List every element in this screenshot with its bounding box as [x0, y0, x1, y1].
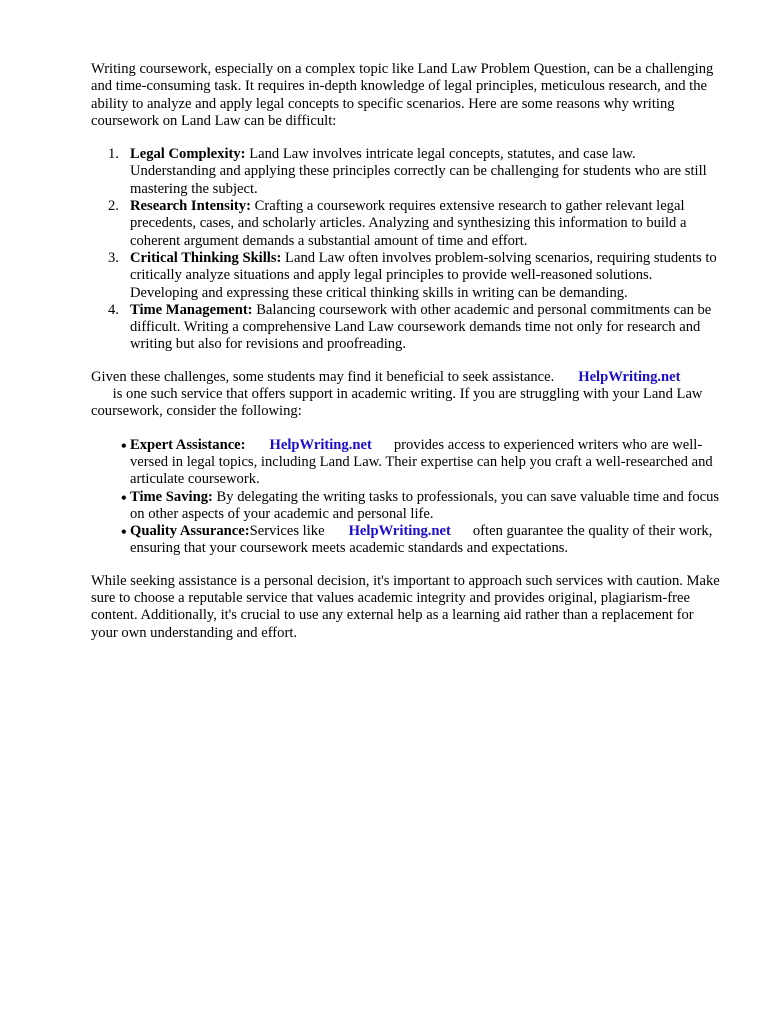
service-item-expert-assistance — [91, 437, 723, 489]
reasons-list — [91, 146, 723, 354]
service-item-quality-assurance — [91, 523, 723, 558]
reason-text: Balancing coursework with other academic and personal commitments can be difficult. Writing a comprehensive Land Law coursework demands time not only for research and writing but also for revisions and proofreading. — [130, 301, 712, 353]
reason-text: Crafting a coursework requires extensive research to gather relevant legal precedents, cases, and scholarly articles. Analyzing and synthesizing this information to build a coherent argument demands a substantial amount of time and effort. — [130, 198, 687, 249]
reason-term: Critical Thinking Skills: — [130, 249, 282, 266]
reason-number: 4. — [108, 301, 119, 318]
service-item-time-saving — [91, 489, 723, 524]
document-page — [91, 61, 723, 642]
service-text: provides access to experienced writers who are well-versed in legal topics, including Land Law. Their expertise can help you craft a well-researched and articulate coursework. — [130, 436, 713, 488]
helpwriting-link[interactable]: HelpWriting.net — [269, 436, 372, 453]
reason-term: Research Intensity: — [130, 198, 251, 215]
service-text: often guarantee the quality of their work, ensuring that your coursework meets academic standards and expectations. — [130, 523, 713, 557]
reason-number: 1. — [108, 146, 119, 163]
reason-text: Land Law often involves problem-solving scenarios, requiring students to critically analyze situations and apply legal principles to provide well-reasoned solutions. Developing and expressing these critical thinking skills in writing can be demanding. — [130, 249, 717, 301]
intro-paragraph: Writing coursework, especially on a complex topic like Land Law Problem Question, can be a challenging and time-consuming task. It requires in-depth knowledge of legal principles, meticulous research, and the ability to analyze and apply legal concepts to specific scenarios. Here are some reasons why writing coursework on Land Law can be difficult: — [91, 61, 714, 129]
closing-paragraph: While seeking assistance is a personal decision, it's important to approach such services with caution. Make sure to choose a reputable service that values academic integrity and provides original, plagiarism-free content. Additionally, it's crucial to use any external help as a learning aid rather than a replacement for your own understanding and effort. — [91, 572, 720, 641]
bullet-icon: • — [121, 489, 127, 507]
help-paragraph — [91, 369, 723, 421]
reason-text: Land Law involves intricate legal concepts, statutes, and case law. Understanding and applying these principles correctly can be challenging for students who are still mastering the subject. — [130, 146, 707, 197]
helpwriting-link[interactable]: HelpWriting.net — [578, 368, 681, 385]
bullet-icon: • — [121, 524, 127, 542]
service-prefix: Services like — [249, 523, 325, 540]
service-term: Time Saving: — [130, 488, 213, 505]
service-term: Quality Assurance: — [130, 523, 250, 540]
service-text: By delegating the writing tasks to professionals, you can save valuable time and focus on other aspects of your academic and personal life. — [130, 488, 720, 522]
services-list — [91, 437, 723, 558]
reason-number: 2. — [108, 198, 119, 215]
reason-number: 3. — [108, 249, 119, 266]
reason-item-legal-complexity — [91, 146, 723, 198]
bullet-icon: • — [121, 437, 127, 455]
help-text-before: Given these challenges, some students may find it beneficial to seek assistance. — [91, 368, 555, 385]
reason-item-research-intensity — [91, 198, 723, 250]
help-text-after: is one such service that offers support in academic writing. If you are struggling with your Land Law coursework, consider the following: — [91, 386, 703, 420]
helpwriting-link[interactable]: HelpWriting.net — [348, 523, 451, 540]
reason-term: Time Management: — [130, 301, 253, 318]
reason-term: Legal Complexity: — [130, 146, 246, 163]
reason-item-time-management — [91, 302, 723, 354]
reason-item-critical-thinking — [91, 250, 723, 302]
service-term: Expert Assistance: — [130, 436, 246, 453]
